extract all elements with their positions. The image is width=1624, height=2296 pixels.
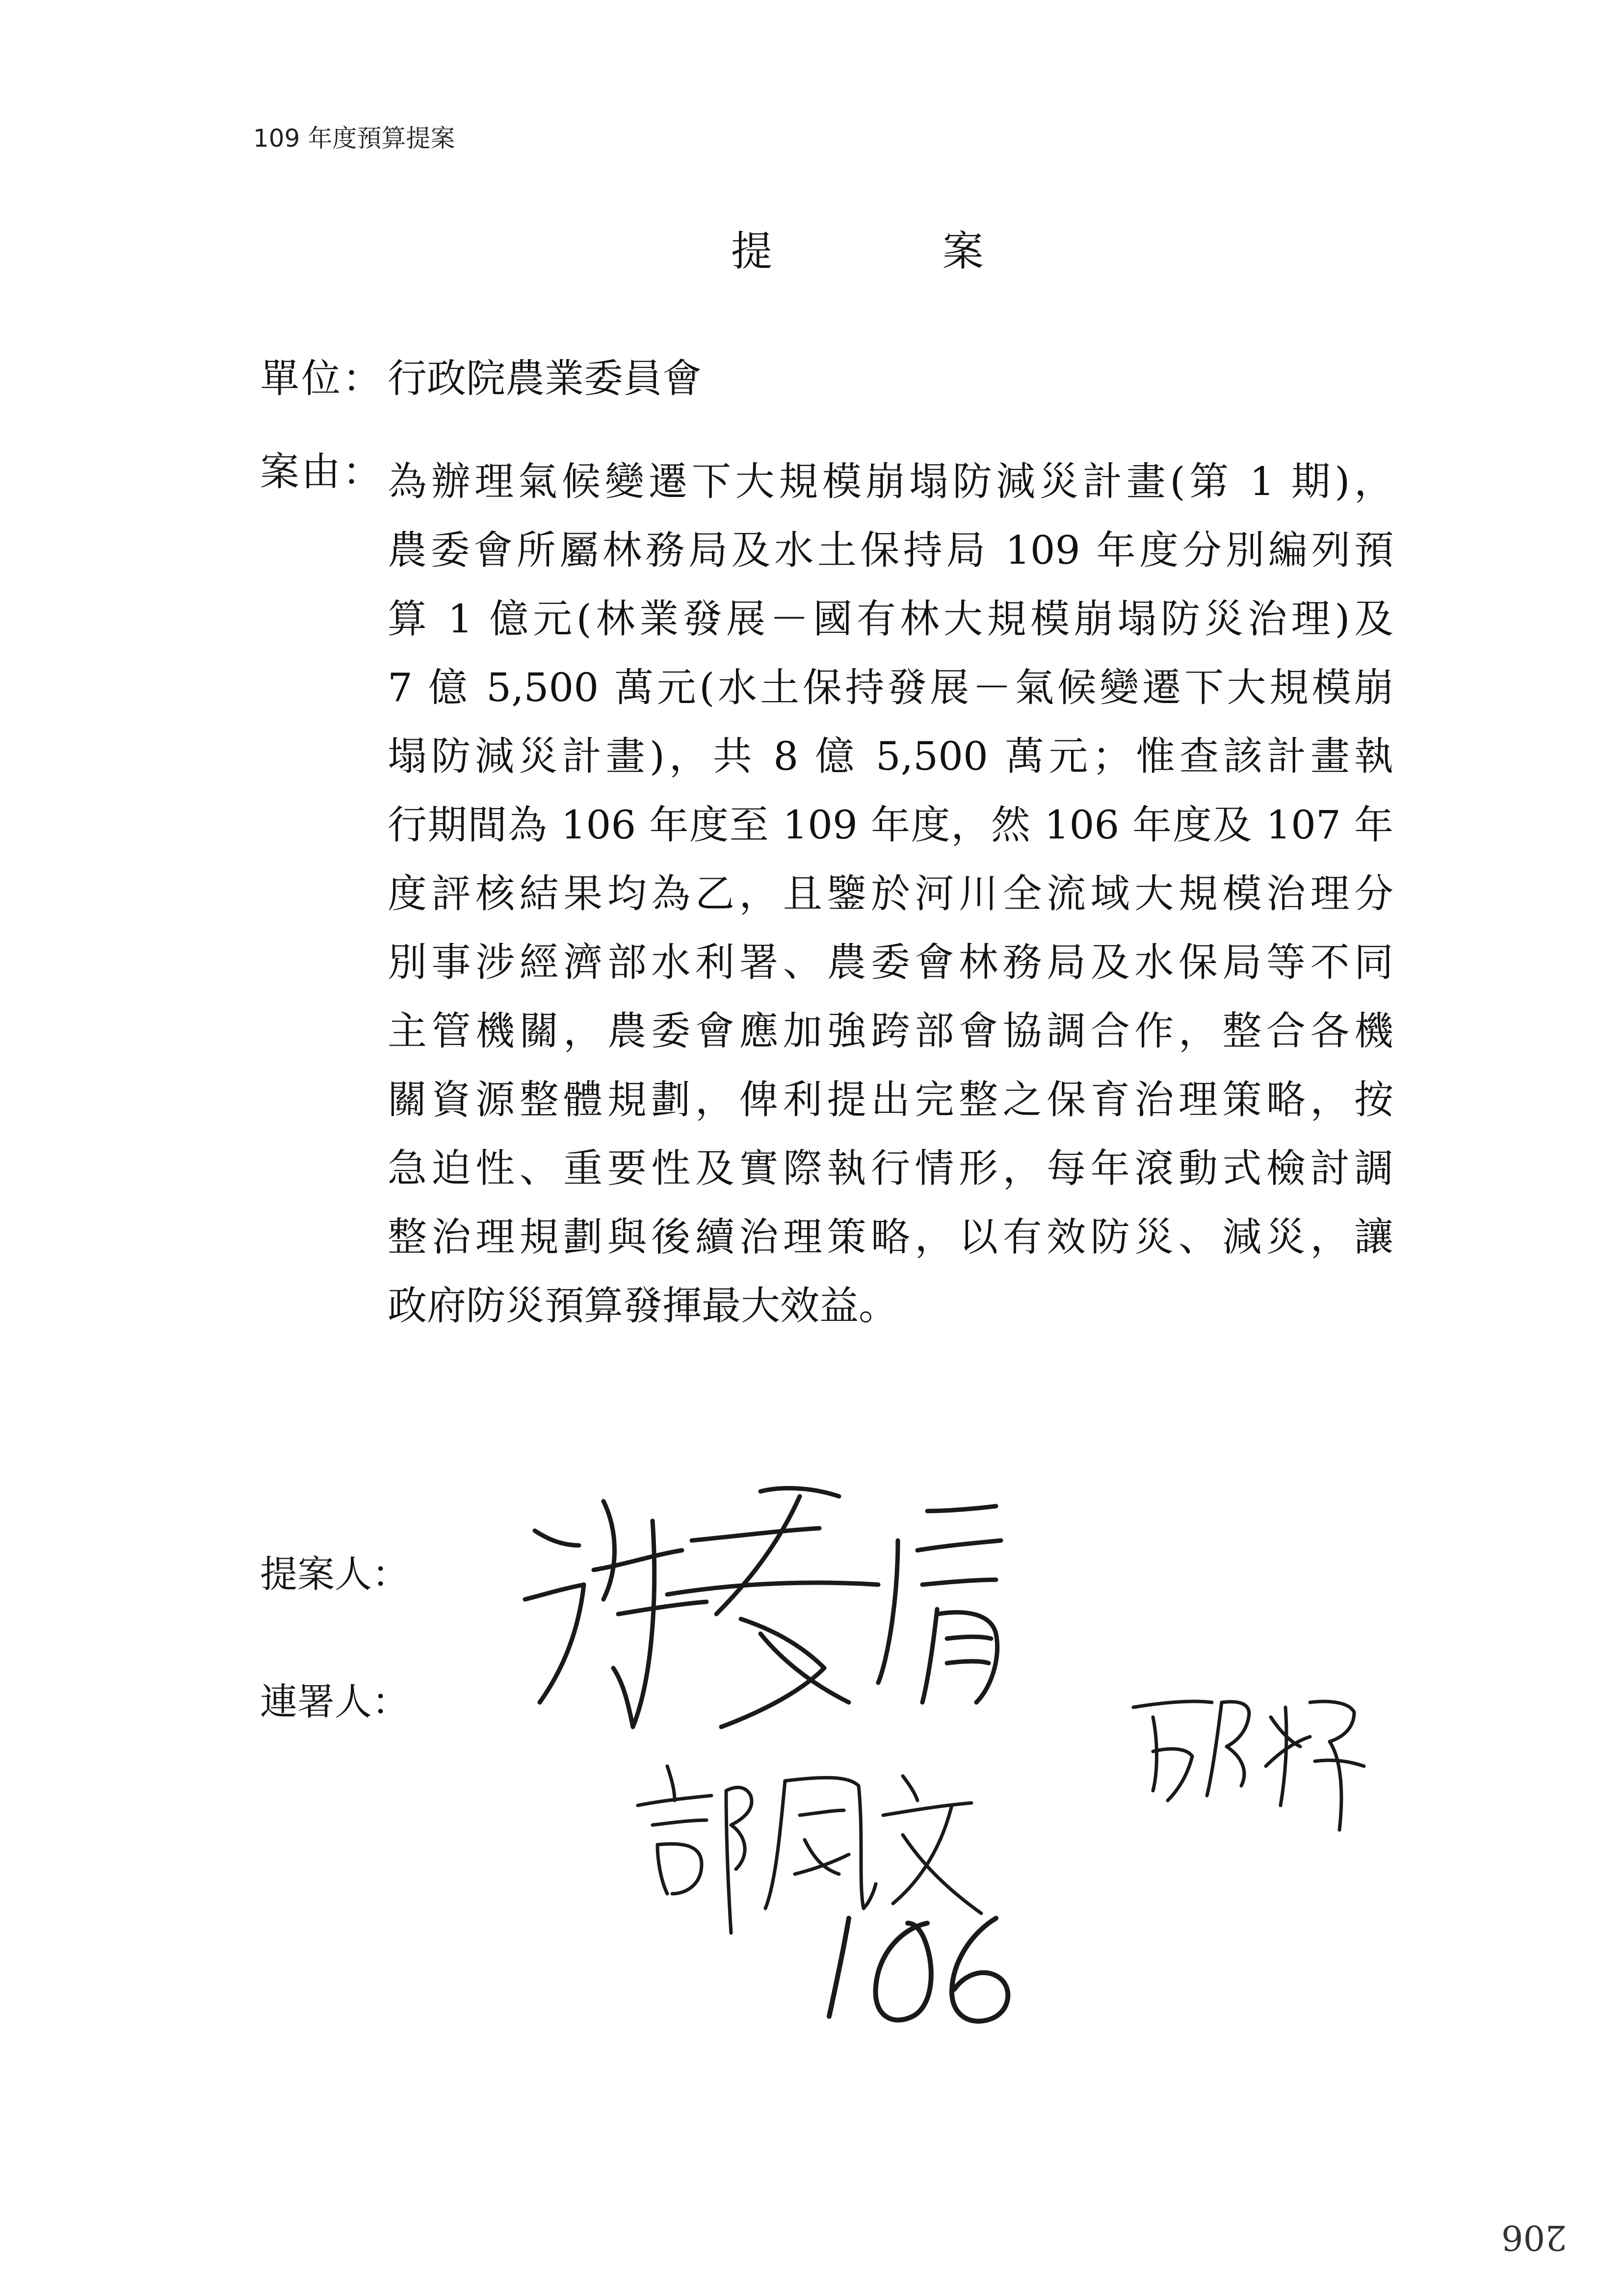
reason-line: 行期間為 106 年度至 109 年度，然 106 年度及 107 年: [388, 802, 1393, 848]
reason-line: 急迫性、重要性及實際執行情形，每年滾動式檢討調: [388, 1146, 1393, 1191]
cosigner-label: 連署人：: [260, 1680, 409, 1723]
handwritten-number: [814, 1904, 1021, 2031]
reason-line: 度評核結果均為乙，且鑒於河川全流域大規模治理分: [388, 871, 1393, 916]
reason-line: 整治理規劃與後續治理策略，以有效防災、減災，讓: [388, 1214, 1393, 1260]
reason-line: 主管機關，農委會應加強跨部會協調合作，整合各機: [388, 1008, 1393, 1054]
proposer-signature: [505, 1472, 1021, 1776]
reason-label: 案由：: [260, 449, 384, 495]
proposer-label: 提案人：: [260, 1552, 409, 1596]
unit-row: [260, 354, 702, 403]
document-title: 提 案: [731, 227, 1062, 275]
reason-line: 別事涉經濟部水利署、農委會林務局及水保局等不同: [388, 939, 1393, 985]
reason-line: 關資源整體規劃，俾利提出完整之保育治理策略，按: [388, 1077, 1393, 1122]
reason-body: [388, 447, 1393, 1340]
reason-row: [260, 447, 388, 496]
page-number: 206: [1501, 2218, 1567, 2258]
reason-line: 為辦理氣候變遷下大規模崩塌防減災計畫(第 1 期)，: [388, 459, 1393, 504]
unit-value: 行政院農業委員會: [388, 356, 702, 401]
reason-line: 算 1 億元(林業發展－國有林大規模崩塌防災治理)及: [388, 596, 1393, 642]
cosigner-signature-2: [1124, 1688, 1379, 1835]
reason-line: 塌防減災計畫)，共 8 億 5,500 萬元；惟查該計畫執: [388, 733, 1393, 779]
reason-line: 農委會所屬林務局及水土保持局 109 年度分別編列預: [388, 527, 1393, 573]
reason-line: 政府防災預算發揮最大效益。: [388, 1283, 898, 1329]
reason-line: 7 億 5,500 萬元(水土保持發展－氣候變遷下大規模崩: [388, 665, 1393, 710]
unit-label: 單位：: [260, 356, 384, 401]
header-note: 109 年度預算提案: [253, 124, 455, 153]
